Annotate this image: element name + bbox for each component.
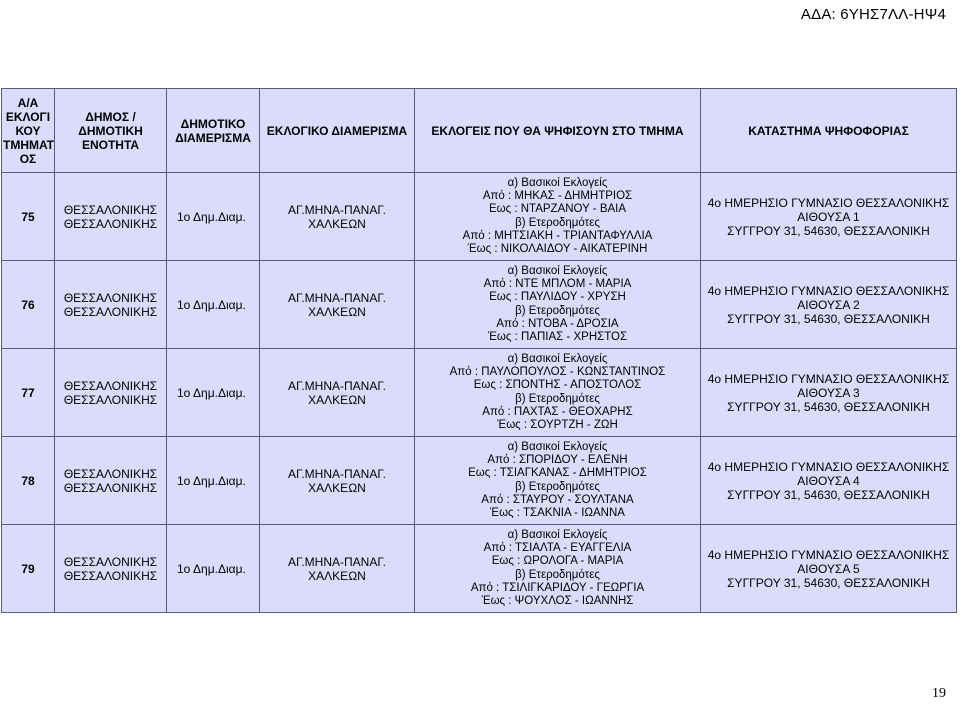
electoral-district-cell: ΑΓ.ΜΗΝΑ-ΠΑΝΑΓ. ΧΑΛΚΕΩΝ: [260, 173, 415, 261]
electoral-district-cell: ΑΓ.ΜΗΝΑ-ΠΑΝΑΓ. ΧΑΛΚΕΩΝ: [260, 349, 415, 437]
voters-range-cell: α) Βασικοί Εκλογείς Από : ΣΠΟΡΙΔΟΥ - ΕΛΕΝΗ Εως : ΤΣΙΑΓΚΑΝΑΣ - ΔΗΜΗΤΡΙΟΣ β) Ετεροδημότες Από : ΣΤΑΥΡΟΥ - ΣΟΥΛΤΑΝΑ Έως : ΤΣΑΚΝΙΑ - ΙΩΑΝΝΑ: [415, 437, 701, 525]
section-number-cell: 77: [2, 349, 55, 437]
electoral-district-cell: ΑΓ.ΜΗΝΑ-ΠΑΝΑΓ. ΧΑΛΚΕΩΝ: [260, 525, 415, 613]
section-number-cell: 78: [2, 437, 55, 525]
polling-station-cell: 4ο ΗΜΕΡΗΣΙΟ ΓΥΜΝΑΣΙΟ ΘΕΣΣΑΛΟΝΙΚΗΣ ΑΙΘΟΥΣΑ 3 ΣΥΓΓΡΟΥ 31, 54630, ΘΕΣΣΑΛΟΝΙΚΗ: [701, 349, 957, 437]
municipal-district-cell: 1ο Δημ.Διαμ.: [167, 437, 260, 525]
section-number-cell: 76: [2, 261, 55, 349]
municipal-district-cell: 1ο Δημ.Διαμ.: [167, 349, 260, 437]
municipality-cell: ΘΕΣΣΑΛΟΝΙΚΗΣ ΘΕΣΣΑΛΟΝΙΚΗΣ: [55, 349, 167, 437]
municipality-cell: ΘΕΣΣΑΛΟΝΙΚΗΣ ΘΕΣΣΑΛΟΝΙΚΗΣ: [55, 525, 167, 613]
electoral-district-cell: ΑΓ.ΜΗΝΑ-ΠΑΝΑΓ. ΧΑΛΚΕΩΝ: [260, 437, 415, 525]
voters-range-cell: α) Βασικοί Εκλογείς Από : ΤΣΙΑΛΤΑ - ΕΥΑΓΓΕΛΙΑ Εως : ΩΡΟΛΟΓΑ - ΜΑΡΙΑ β) Ετεροδημότες Από : ΤΣΙΛΙΓΚΑΡΙΔΟΥ - ΓΕΩΡΓΙΑ Έως : ΨΟΥΧΛΟΣ - ΙΩΑΝΝΗΣ: [415, 525, 701, 613]
polling-station-cell: 4ο ΗΜΕΡΗΣΙΟ ΓΥΜΝΑΣΙΟ ΘΕΣΣΑΛΟΝΙΚΗΣ ΑΙΘΟΥΣΑ 4 ΣΥΓΓΡΟΥ 31, 54630, ΘΕΣΣΑΛΟΝΙΚΗ: [701, 437, 957, 525]
page-number: 19: [932, 686, 946, 701]
table-row: [2, 437, 957, 525]
polling-stations-table: [1, 88, 957, 613]
municipality-cell: ΘΕΣΣΑΛΟΝΙΚΗΣ ΘΕΣΣΑΛΟΝΙΚΗΣ: [55, 173, 167, 261]
header-polling-station: ΚΑΤΑΣΤΗΜΑ ΨΗΦΟΦΟΡΙΑΣ: [701, 89, 957, 173]
voters-range-cell: α) Βασικοί Εκλογείς Από : ΠΑΥΛΟΠΟΥΛΟΣ - ΚΩΝΣΤΑΝΤΙΝΟΣ Εως : ΣΠΟΝΤΗΣ - ΑΠΟΣΤΟΛΟΣ β) Ετεροδημότες Από : ΠΑΧΤΑΣ - ΘΕΟΧΑΡΗΣ Έως : ΣΟΥΡΤΖΗ - ΖΩΗ: [415, 349, 701, 437]
municipality-cell: ΘΕΣΣΑΛΟΝΙΚΗΣ ΘΕΣΣΑΛΟΝΙΚΗΣ: [55, 437, 167, 525]
header-voters: ΕΚΛΟΓΕΙΣ ΠΟΥ ΘΑ ΨΗΦΙΣΟΥΝ ΣΤΟ ΤΜΗΜΑ: [415, 89, 701, 173]
polling-station-cell: 4ο ΗΜΕΡΗΣΙΟ ΓΥΜΝΑΣΙΟ ΘΕΣΣΑΛΟΝΙΚΗΣ ΑΙΘΟΥΣΑ 2 ΣΥΓΓΡΟΥ 31, 54630, ΘΕΣΣΑΛΟΝΙΚΗ: [701, 261, 957, 349]
header-section-number: Α/Α ΕΚΛΟΓΙ ΚΟΥ ΤΜΗΜΑΤ ΟΣ: [2, 89, 55, 173]
table-header-row: [2, 89, 957, 173]
municipal-district-cell: 1ο Δημ.Διαμ.: [167, 525, 260, 613]
header-municipality: ΔΗΜΟΣ / ΔΗΜΟΤΙΚΗ ΕΝΟΤΗΤΑ: [55, 89, 167, 173]
table-row: [2, 349, 957, 437]
voters-range-cell: α) Βασικοί Εκλογείς Από : ΜΗΚΑΣ - ΔΗΜΗΤΡΙΟΣ Εως : ΝΤΑΡΖΑΝΟΥ - ΒΑΙΑ β) Ετεροδημότες Από : ΜΗΤΣΙΑΚΗ - ΤΡΙΑΝΤΑΦΥΛΛΙΑ Έως : ΝΙΚΟΛΑΙΔΟΥ - ΑΙΚΑΤΕΡΙΝΗ: [415, 173, 701, 261]
table-row: [2, 525, 957, 613]
section-number-cell: 75: [2, 173, 55, 261]
section-number-cell: 79: [2, 525, 55, 613]
polling-station-cell: 4ο ΗΜΕΡΗΣΙΟ ΓΥΜΝΑΣΙΟ ΘΕΣΣΑΛΟΝΙΚΗΣ ΑΙΘΟΥΣΑ 1 ΣΥΓΓΡΟΥ 31, 54630, ΘΕΣΣΑΛΟΝΙΚΗ: [701, 173, 957, 261]
voters-range-cell: α) Βασικοί Εκλογείς Από : ΝΤΕ ΜΠΛΟΜ - ΜΑΡΙΑ Εως : ΠΑΥΛΙΔΟΥ - ΧΡΥΣΗ β) Ετεροδημότες Από : ΝΤΟΒΑ - ΔΡΟΣΙΑ Έως : ΠΑΠΙΑΣ - ΧΡΗΣΤΟΣ: [415, 261, 701, 349]
table-row: [2, 261, 957, 349]
municipality-cell: ΘΕΣΣΑΛΟΝΙΚΗΣ ΘΕΣΣΑΛΟΝΙΚΗΣ: [55, 261, 167, 349]
polling-station-cell: 4ο ΗΜΕΡΗΣΙΟ ΓΥΜΝΑΣΙΟ ΘΕΣΣΑΛΟΝΙΚΗΣ ΑΙΘΟΥΣΑ 5 ΣΥΓΓΡΟΥ 31, 54630, ΘΕΣΣΑΛΟΝΙΚΗ: [701, 525, 957, 613]
header-municipal-district: ΔΗΜΟΤΙΚΟ ΔΙΑΜΕΡΙΣΜΑ: [167, 89, 260, 173]
table-row: [2, 173, 957, 261]
municipal-district-cell: 1ο Δημ.Διαμ.: [167, 173, 260, 261]
electoral-district-cell: ΑΓ.ΜΗΝΑ-ΠΑΝΑΓ. ΧΑΛΚΕΩΝ: [260, 261, 415, 349]
municipal-district-cell: 1ο Δημ.Διαμ.: [167, 261, 260, 349]
header-electoral-district: ΕΚΛΟΓΙΚΟ ΔΙΑΜΕΡΙΣΜΑ: [260, 89, 415, 173]
document-id: ΑΔΑ: 6ΥΗΣ7ΛΛ-ΗΨ4: [800, 6, 946, 23]
